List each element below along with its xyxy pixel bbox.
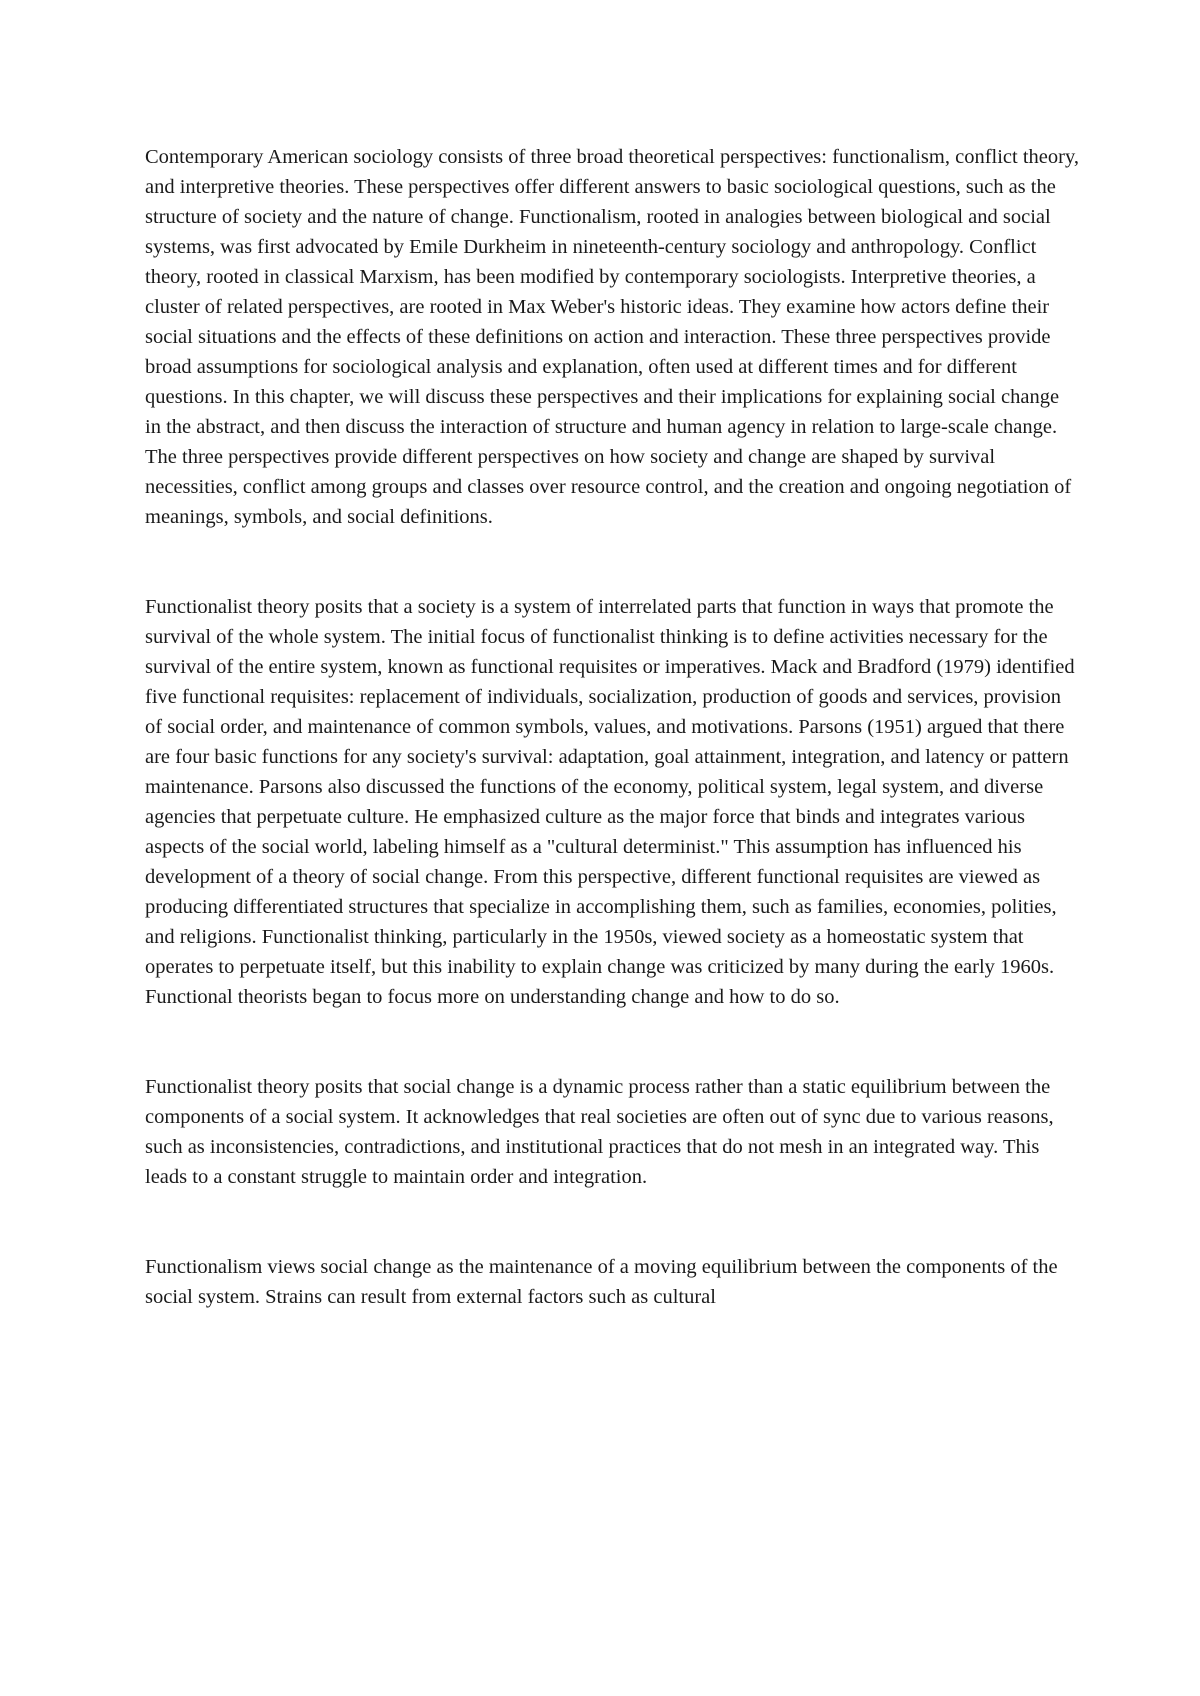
paragraph-4: Functionalism views social change as the maintenance of a moving equilibrium between the components of the social system. Strains can result from external factors such as cultural [145,1256,1058,1308]
paragraph-2: Functionalist theory posits that a society is a system of interrelated parts that function in ways that promote the survival of the whole system. The initial focus of functionalist thinking is to define activities necessary for the survival of the entire system, known as functional requisites or imperatives. Mack and Bradford (1979) identified five functional requisites: replacement of individuals, socialization, production of goods and services, provision of social order, and maintenance of common symbols, values, and motivations. Parsons (1951) argued that there are four basic functions for any society's survival: adaptation, goal attainment, integration, and latency or pattern maintenance. Parsons also discussed the functions of the economy, political system, legal system, and diverse agencies that perpetuate culture. He emphasized culture as the major force that binds and integrates various aspects of the social world, labeling himself as a "cultural determinist." This assumption has influenced his development of a theory of social change. From this perspective, different functional requisites are viewed as producing differentiated structures that specialize in accomplishing them, such as families, economies, polities, and religions. Functionalist thinking, particularly in the 1950s, viewed society as a homeostatic system that operates to perpetuate itself, but this inability to explain change was criticized by many during the early 1960s. Functional theorists began to focus more on understanding change and how to do so. [145,596,1075,1008]
paragraph-1: Contemporary American sociology consists of three broad theoretical perspectives: functionalism, conflict theory, and interpretive theories. These perspectives offer different answers to basic sociological questions, such as the structure of society and the nature of change. Functionalism, rooted in analogies between biological and social systems, was first advocated by Emile Durkheim in nineteenth-century sociology and anthropology. Conflict theory, rooted in classical Marxism, has been modified by contemporary sociologists. Interpretive theories, a cluster of related perspectives, are rooted in Max Weber's historic ideas. They examine how actors define their social situations and the effects of these definitions on action and interaction. These three perspectives provide broad assumptions for sociological analysis and explanation, often used at different times and for different questions. In this chapter, we will discuss these perspectives and their implications for explaining social change in the abstract, and then discuss the interaction of structure and human agency in relation to large-scale change. The three perspectives provide different perspectives on how society and change are shaped by survival necessities, conflict among groups and classes over resource control, and the creation and ongoing negotiation of meanings, symbols, and social definitions. [145,146,1079,528]
paragraph-3: Functionalist theory posits that social change is a dynamic process rather than a static equilibrium between the components of a social system. It acknowledges that real societies are often out of sync due to various reasons, such as inconsistencies, contradictions, and institutional practices that do not mesh in an integrated way. This leads to a constant struggle to maintain order and integration. [145,1076,1054,1188]
document-body [145,142,1080,1312]
